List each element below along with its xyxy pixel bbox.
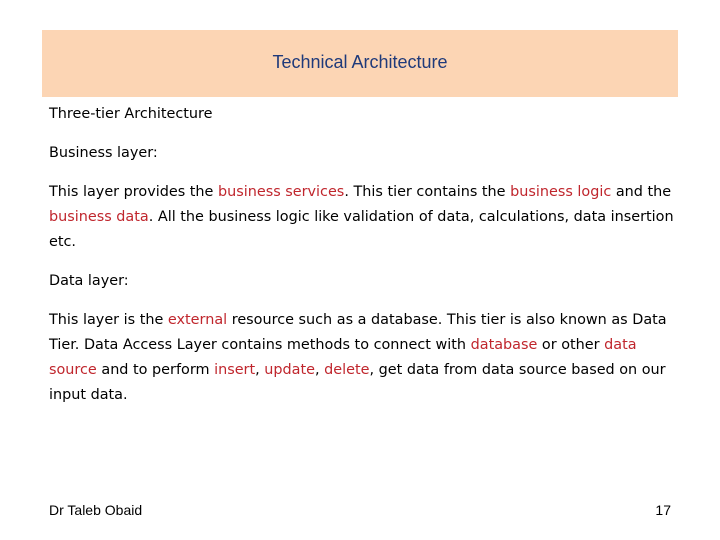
section-heading: Three-tier Architecture bbox=[49, 106, 213, 122]
data-layer-paragraph bbox=[49, 308, 679, 408]
highlight-business-services: business services bbox=[217, 184, 345, 200]
highlight-delete: delete bbox=[324, 362, 370, 378]
highlight-insert: insert bbox=[214, 362, 256, 378]
text-run: and the bbox=[611, 184, 672, 200]
text-run: and to perform bbox=[96, 362, 215, 378]
page-number: 17 bbox=[655, 502, 671, 518]
slide-title: Technical Architecture bbox=[272, 52, 448, 72]
highlight-business-logic: business logic bbox=[510, 184, 612, 200]
text-run: or other bbox=[537, 337, 605, 353]
highlight-update: update bbox=[264, 362, 315, 378]
data-layer-label: Data layer: bbox=[49, 273, 129, 289]
text-run: . This tier contains the bbox=[344, 184, 511, 200]
text-run: resource such as a database. This tier is also known as Data Tier. Data Access Layer contains methods to connect with bbox=[49, 312, 667, 353]
text-run: , bbox=[255, 362, 265, 378]
text-run: This layer is the bbox=[49, 312, 168, 328]
highlight-business-data: business data bbox=[49, 209, 149, 225]
text-run: , bbox=[314, 362, 325, 378]
business-layer-label: Business layer: bbox=[49, 145, 158, 161]
title-bar bbox=[42, 30, 678, 97]
text-run: , get data from data source based on our input data. bbox=[49, 362, 666, 403]
highlight-data-source: data source bbox=[49, 337, 637, 378]
slide-content bbox=[49, 102, 679, 408]
footer-author: Dr Taleb Obaid bbox=[49, 502, 143, 518]
text-run: This layer provides the bbox=[49, 184, 218, 200]
business-layer-paragraph bbox=[49, 180, 679, 255]
highlight-database: database bbox=[470, 337, 538, 353]
highlight-external: external bbox=[167, 312, 228, 328]
text-run: . All the business logic like validation of data, calculations, data insertion etc. bbox=[49, 209, 674, 250]
